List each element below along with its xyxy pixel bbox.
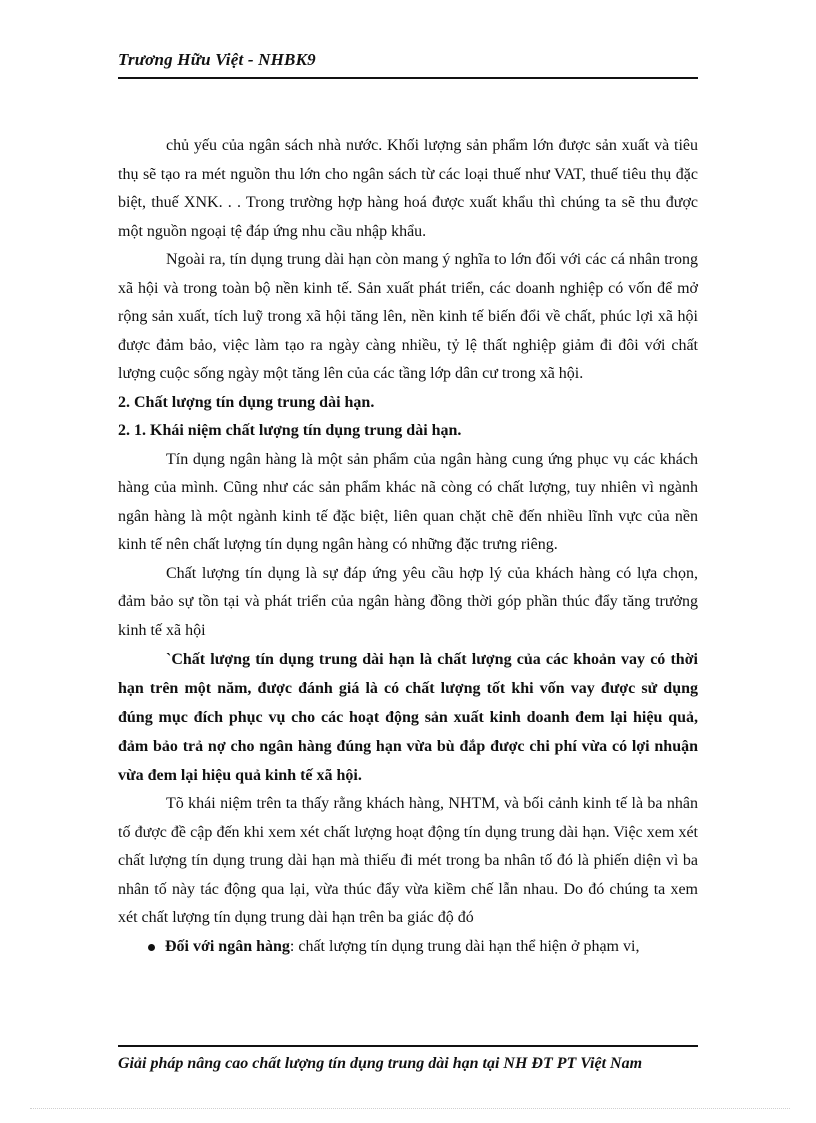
footer-divider (118, 1045, 698, 1047)
bullet-icon (148, 944, 155, 951)
paragraph-3: Tín dụng ngân hàng là một sản phẩm của ngân hàng cung ứng phục vụ các khách hàng của mình. Cũng như các sản phẩm khác nã còng có chất lượng, tuy nhiên vì ngành ngân hàng là một ngành kinh tế đặc biệt, liên quan chặt chẽ đến nhiều lĩnh vực của nền kinh tế nên chất lượng tín dụng ngân hàng có những đặc trưng riêng. (118, 450, 698, 553)
section-heading: 2. Chất lượng tín dụng trung dài hạn. (118, 393, 375, 411)
bullet-text (165, 933, 639, 962)
paragraph-1: chủ yếu của ngân sách nhà nước. Khối lượng sản phẩm lớn được sản xuất và tiêu thụ sẽ tạo ra mét nguồn thu lớn cho ngân sách từ các loại thuế như VAT, thuế tiêu thụ đặc biệt, thuế XNK. . . Trong trường hợp hàng hoá được xuất khẩu thì chúng ta sẽ thu được một nguồn ngoại tệ đáp ứng nhu cầu nhập khẩu. (118, 137, 698, 240)
definition-paragraph: `Chất lượng tín dụng trung dài hạn là chất lượng của các khoản vay có thời hạn trên một năm, được đánh giá là có chất lượng tốt khi vốn vay được sử dụng đúng mục đích phục vụ cho các hoạt động sản xuất kinh doanh đem lại hiệu quả, đảm bảo trả nợ cho ngân hàng đúng hạn vừa bù đắp được chi phí vừa có lợi nhuận vừa đem lại hiệu quả kinh tế xã hội. (118, 651, 698, 784)
bullet-item (118, 933, 698, 962)
header-divider (118, 77, 698, 79)
page-edge-divider (30, 1108, 790, 1109)
paragraph-4: Chất lượng tín dụng là sự đáp ứng yêu cầu hợp lý của khách hàng có lựa chọn, đảm bảo sự tồn tại và phát triển của ngân hàng đồng thời góp phần thúc đẩy tăng trưởng kinh tế xã hội (118, 564, 698, 639)
paragraph-6: Tõ khái niệm trên ta thấy rằng khách hàng, NHTM, và bối cảnh kinh tế là ba nhân tố được đề cập đến khi xem xét chất lượng hoạt động tín dụng trung dài hạn. Việc xem xét chất lượng tín dụng trung dài hạn mà thiếu đi mét trong ba nhân tố đó là phiến diện vì ba nhân tố này tác động qua lại, vừa thúc đẩy vừa kiềm chế lẫn nhau. Do đó chúng ta xem xét chất lượng tín dụng trung dài hạn trên ba giác độ đó (118, 795, 698, 926)
bullet-bold-label: Đối với ngân hàng (165, 937, 290, 955)
bullet-rest-text: : chất lượng tín dụng trung dài hạn thể hiện ở phạm vi, (289, 937, 640, 955)
page-body (118, 132, 698, 961)
page-header: Trương Hữu Việt - NHBK9 (118, 50, 316, 69)
subsection-heading: 2. 1. Khái niệm chất lượng tín dụng trung dài hạn. (118, 422, 462, 439)
page-footer: Giải pháp nâng cao chất lượng tín dụng trung dài hạn tại NH ĐT PT Việt Nam (118, 1055, 643, 1072)
paragraph-2: Ngoài ra, tín dụng trung dài hạn còn mang ý nghĩa to lớn đối với các cá nhân trong xã hội và trong toàn bộ nền kinh tế. Sản xuất phát triển, các doanh nghiệp có vốn để mở rộng sản xuất, tích luỹ trong xã hội tăng lên, nền kinh tế biến đổi về chất, phúc lợi xã hội được đảm bảo, việc làm tạo ra ngày càng nhiều, tỷ lệ thất nghiệp giảm đi đôi với chất lượng cuộc sống ngày một tăng lên của các tầng lớp dân cư trong xã hội. (118, 251, 698, 382)
